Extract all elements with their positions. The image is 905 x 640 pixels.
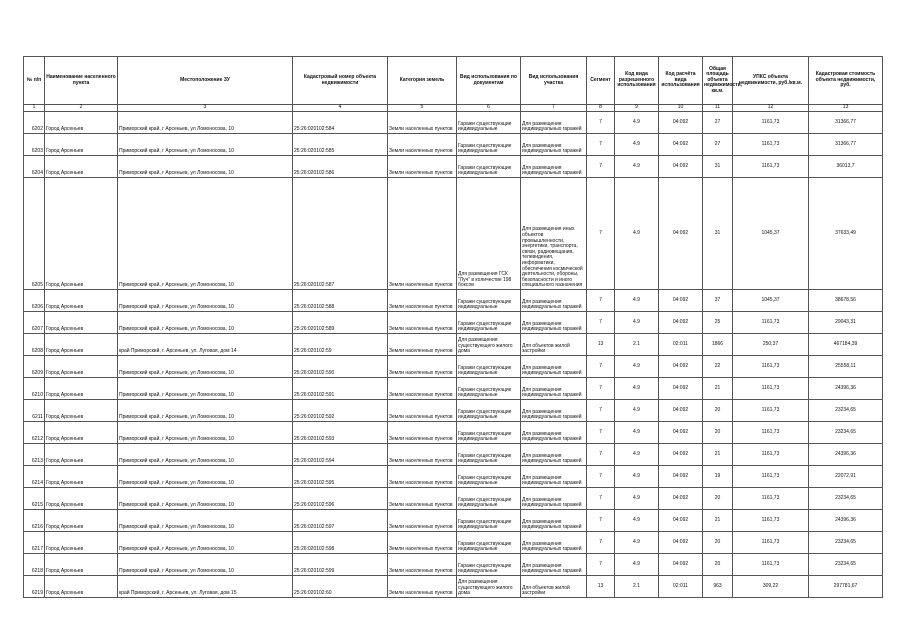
table-row (24, 334, 883, 356)
row-number: 6205 (24, 178, 45, 290)
cadastral-number-cell: 25:26:020102:587 (293, 178, 388, 290)
town-cell: Город Арсеньев (45, 312, 118, 334)
use-code-cell: 4.9 (615, 178, 659, 290)
column-number: 11 (703, 105, 733, 112)
plot-use-cell: Для размещения индивидуальных гаражей (521, 400, 587, 422)
header-cell: Местоположение ЗУ (118, 57, 293, 105)
use-code-cell: 4.9 (615, 112, 659, 134)
calc-code-cell: 02:011 (659, 576, 703, 598)
calc-code-cell: 02:011 (659, 334, 703, 356)
column-number: 5 (388, 105, 457, 112)
town-cell: Город Арсеньев (45, 554, 118, 576)
header-cell: Наименование населенного пункта (45, 57, 118, 105)
table-row (24, 134, 883, 156)
location-cell: Приморский край, г Арсеньев, ул Ломоносова, 10 (118, 356, 293, 378)
table-row (24, 576, 883, 598)
use-code-cell: 4.9 (615, 444, 659, 466)
land-category-cell: Земли населенных пунктов (388, 312, 457, 334)
calc-code-cell: 04:092 (659, 134, 703, 156)
row-number: 6202 (24, 112, 45, 134)
doc-use-cell: Для размещения ГСК "Луч" в количестве 198 боксов (457, 178, 521, 290)
use-code-cell: 4.9 (615, 488, 659, 510)
use-code-cell: 4.9 (615, 422, 659, 444)
use-code-cell: 4.9 (615, 378, 659, 400)
segment-cell: 7 (587, 554, 615, 576)
cadastral-number-cell: 25:26:020102:597 (293, 510, 388, 532)
row-number: 6213 (24, 444, 45, 466)
use-code-cell: 4.9 (615, 356, 659, 378)
cadastral-number-cell: 25:26:020102:586 (293, 156, 388, 178)
area-cell: 20 (703, 554, 733, 576)
doc-use-cell: Гаражи существующие индивидуальные (457, 312, 521, 334)
row-number: 6210 (24, 378, 45, 400)
row-number: 6219 (24, 576, 45, 598)
town-cell: Город Арсеньев (45, 576, 118, 598)
town-cell: Город Арсеньев (45, 400, 118, 422)
doc-use-cell: Гаражи существующие индивидуальные (457, 510, 521, 532)
doc-use-cell: Гаражи существующие индивидуальные (457, 532, 521, 554)
upks-cell: 1161,73 (733, 422, 809, 444)
upks-cell: 250,37 (733, 334, 809, 356)
calc-code-cell: 04:092 (659, 400, 703, 422)
plot-use-cell: Для объектов жилой застройки (521, 334, 587, 356)
land-category-cell: Земли населенных пунктов (388, 378, 457, 400)
plot-use-cell: Для размещения иных объектов промышленности, энергетики, транспорта, связи, радиовещания, телевидения, информатики, обеспечения космической деятельности, обороны, безопасности и иного специального назначения (521, 178, 587, 290)
upks-cell: 1045,37 (733, 178, 809, 290)
town-cell: Город Арсеньев (45, 510, 118, 532)
use-code-cell: 2.1 (615, 334, 659, 356)
location-cell: край Приморский, г. Арсеньев, ул. Луговая, дом 14 (118, 334, 293, 356)
row-number: 6214 (24, 466, 45, 488)
upks-cell: 1161,73 (733, 400, 809, 422)
doc-use-cell: Гаражи существующие индивидуальные (457, 488, 521, 510)
use-code-cell: 4.9 (615, 290, 659, 312)
header-cell: Кадастровая стоимость объекта недвижимости, руб. (809, 57, 883, 105)
land-category-cell: Земли населенных пунктов (388, 532, 457, 554)
plot-use-cell: Для размещения индивидуальных гаражей (521, 134, 587, 156)
town-cell: Город Арсеньев (45, 134, 118, 156)
cost-cell: 23234,65 (809, 554, 883, 576)
plot-use-cell: Для размещения индивидуальных гаражей (521, 422, 587, 444)
segment-cell: 7 (587, 422, 615, 444)
table-row (24, 378, 883, 400)
land-category-cell: Земли населенных пунктов (388, 134, 457, 156)
area-cell: 1866 (703, 334, 733, 356)
calc-code-cell: 04:092 (659, 112, 703, 134)
segment-cell: 7 (587, 532, 615, 554)
header-cell: Вид использования участка (521, 57, 587, 105)
calc-code-cell: 04:092 (659, 422, 703, 444)
area-cell: 27 (703, 134, 733, 156)
header-cell: УПКС объекта недвижимости, руб./кв.м. (733, 57, 809, 105)
table-row (24, 532, 883, 554)
town-cell: Город Арсеньев (45, 532, 118, 554)
table-row (24, 400, 883, 422)
doc-use-cell: Гаражи существующие индивидуальные (457, 378, 521, 400)
cadastral-number-cell: 25:26:020102:584 (293, 112, 388, 134)
town-cell: Город Арсеньев (45, 466, 118, 488)
upks-cell: 309,22 (733, 576, 809, 598)
table-row (24, 156, 883, 178)
cost-cell: 38678,56 (809, 290, 883, 312)
header-cell: Кадастровый номер объекта недвижимости (293, 57, 388, 105)
cadastral-number-cell: 25:26:020102:594 (293, 444, 388, 466)
table-row (24, 444, 883, 466)
doc-use-cell: Для размещения существующего жилого дома (457, 576, 521, 598)
plot-use-cell: Для размещения индивидуальных гаражей (521, 554, 587, 576)
calc-code-cell: 04:092 (659, 356, 703, 378)
cost-cell: 23234,65 (809, 400, 883, 422)
use-code-cell: 4.9 (615, 466, 659, 488)
upks-cell: 1161,73 (733, 112, 809, 134)
calc-code-cell: 04:092 (659, 488, 703, 510)
upks-cell: 1161,73 (733, 510, 809, 532)
doc-use-cell: Гаражи существующие индивидуальные (457, 156, 521, 178)
plot-use-cell: Для размещения индивидуальных гаражей (521, 378, 587, 400)
use-code-cell: 4.9 (615, 510, 659, 532)
segment-cell: 7 (587, 378, 615, 400)
doc-use-cell: Гаражи существующие индивидуальные (457, 400, 521, 422)
row-number: 6204 (24, 156, 45, 178)
location-cell: Приморский край, г Арсеньев, ул Ломоносова, 10 (118, 178, 293, 290)
cadastral-number-cell: 25:26:020102:60 (293, 576, 388, 598)
location-cell: Приморский край, г Арсеньев, ул Ломоносова, 10 (118, 312, 293, 334)
doc-use-cell: Гаражи существующие индивидуальные (457, 422, 521, 444)
location-cell: Приморский край, г Арсеньев, ул Ломоносова, 10 (118, 422, 293, 444)
plot-use-cell: Для размещения индивидуальных гаражей (521, 156, 587, 178)
segment-cell: 13 (587, 576, 615, 598)
row-number: 6217 (24, 532, 45, 554)
area-cell: 20 (703, 532, 733, 554)
cost-cell: 29043,31 (809, 312, 883, 334)
town-cell: Город Арсеньев (45, 356, 118, 378)
doc-use-cell: Гаражи существующие индивидуальные (457, 134, 521, 156)
plot-use-cell: Для размещения индивидуальных гаражей (521, 532, 587, 554)
land-category-cell: Земли населенных пунктов (388, 400, 457, 422)
row-number: 6212 (24, 422, 45, 444)
town-cell: Город Арсеньев (45, 488, 118, 510)
area-cell: 20 (703, 422, 733, 444)
cadastral-number-cell: 25:26:020102:595 (293, 466, 388, 488)
column-number: 3 (118, 105, 293, 112)
location-cell: Приморский край, г Арсеньев, ул Ломоносова, 10 (118, 532, 293, 554)
segment-cell: 13 (587, 334, 615, 356)
area-cell: 37 (703, 290, 733, 312)
row-number: 6208 (24, 334, 45, 356)
land-category-cell: Земли населенных пунктов (388, 510, 457, 532)
table-row (24, 178, 883, 290)
header-cell: Вид использования по документам (457, 57, 521, 105)
header-cell: Код расчёта вида использования (659, 57, 703, 105)
town-cell: Город Арсеньев (45, 444, 118, 466)
row-number: 6207 (24, 312, 45, 334)
location-cell: Приморский край, г Арсеньев, ул Ломоносова, 10 (118, 488, 293, 510)
area-cell: 19 (703, 466, 733, 488)
segment-cell: 7 (587, 488, 615, 510)
plot-use-cell: Для объектов жилой застройки (521, 576, 587, 598)
cadastral-sheet (23, 56, 882, 598)
location-cell: Приморский край, г Арсеньев, ул Ломоносова, 10 (118, 290, 293, 312)
header-cell: Код вида разрешенного использования (615, 57, 659, 105)
segment-cell: 7 (587, 290, 615, 312)
doc-use-cell: Гаражи существующие индивидуальные (457, 356, 521, 378)
land-category-cell: Земли населенных пунктов (388, 356, 457, 378)
cadastral-number-cell: 25:26:020102:599 (293, 554, 388, 576)
location-cell: край Приморский, г. Арсеньев, ул. Луговая, дом 15 (118, 576, 293, 598)
area-cell: 963 (703, 576, 733, 598)
segment-cell: 7 (587, 444, 615, 466)
calc-code-cell: 04:092 (659, 510, 703, 532)
column-number: 10 (659, 105, 703, 112)
location-cell: Приморский край, г Арсеньев, ул Ломоносова, 10 (118, 134, 293, 156)
location-cell: Приморский край, г Арсеньев, ул Ломоносова, 10 (118, 156, 293, 178)
land-category-cell: Земли населенных пунктов (388, 290, 457, 312)
use-code-cell: 4.9 (615, 312, 659, 334)
land-category-cell: Земли населенных пунктов (388, 466, 457, 488)
use-code-cell: 4.9 (615, 134, 659, 156)
area-cell: 31 (703, 156, 733, 178)
calc-code-cell: 04:092 (659, 290, 703, 312)
calc-code-cell: 04:092 (659, 378, 703, 400)
cost-cell: 23234,65 (809, 488, 883, 510)
column-number: 9 (615, 105, 659, 112)
land-category-cell: Земли населенных пунктов (388, 422, 457, 444)
column-number: 7 (521, 105, 587, 112)
town-cell: Город Арсеньев (45, 334, 118, 356)
doc-use-cell: Гаражи существующие индивидуальные (457, 466, 521, 488)
upks-cell: 1161,73 (733, 134, 809, 156)
cadastral-table (23, 56, 883, 598)
use-code-cell: 4.9 (615, 156, 659, 178)
column-number: 12 (733, 105, 809, 112)
row-number: 6218 (24, 554, 45, 576)
use-code-cell: 4.9 (615, 554, 659, 576)
column-number: 8 (587, 105, 615, 112)
area-cell: 27 (703, 112, 733, 134)
segment-cell: 7 (587, 312, 615, 334)
doc-use-cell: Гаражи существующие индивидуальные (457, 444, 521, 466)
calc-code-cell: 04:092 (659, 554, 703, 576)
table-row (24, 554, 883, 576)
row-number: 6203 (24, 134, 45, 156)
cadastral-number-cell: 25:26:020102:591 (293, 378, 388, 400)
upks-cell: 1161,73 (733, 444, 809, 466)
location-cell: Приморский край, г Арсеньев, ул Ломоносова, 10 (118, 400, 293, 422)
land-category-cell: Земли населенных пунктов (388, 112, 457, 134)
doc-use-cell: Гаражи существующие индивидуальные (457, 112, 521, 134)
column-number: 1 (24, 105, 45, 112)
table-row (24, 510, 883, 532)
location-cell: Приморский край, г Арсеньев, ул Ломоносова, 10 (118, 554, 293, 576)
cost-cell: 24396,36 (809, 378, 883, 400)
cadastral-number-cell: 25:26:020102:596 (293, 488, 388, 510)
cost-cell: 22072,91 (809, 466, 883, 488)
upks-cell: 1161,73 (733, 532, 809, 554)
header-cell: Сегмент (587, 57, 615, 105)
cadastral-number-cell: 25:26:020102:598 (293, 532, 388, 554)
calc-code-cell: 04:092 (659, 156, 703, 178)
segment-cell: 7 (587, 400, 615, 422)
doc-use-cell: Гаражи существующие индивидуальные (457, 554, 521, 576)
table-row (24, 466, 883, 488)
row-number: 6206 (24, 290, 45, 312)
use-code-cell: 4.9 (615, 532, 659, 554)
land-category-cell: Земли населенных пунктов (388, 554, 457, 576)
location-cell: Приморский край, г Арсеньев, ул Ломоносова, 10 (118, 444, 293, 466)
plot-use-cell: Для размещения индивидуальных гаражей (521, 312, 587, 334)
use-code-cell: 2.1 (615, 576, 659, 598)
table-row (24, 112, 883, 134)
upks-cell: 1161,73 (733, 156, 809, 178)
town-cell: Город Арсеньев (45, 156, 118, 178)
town-cell: Город Арсеньев (45, 378, 118, 400)
doc-use-cell: Для размещения существующего жилого дома (457, 334, 521, 356)
cadastral-number-cell: 25:26:020102:588 (293, 290, 388, 312)
column-number-row (24, 105, 883, 112)
segment-cell: 7 (587, 178, 615, 290)
table-row (24, 312, 883, 334)
plot-use-cell: Для размещения индивидуальных гаражей (521, 488, 587, 510)
cost-cell: 23234,65 (809, 422, 883, 444)
header-cell: Категория земель (388, 57, 457, 105)
segment-cell: 7 (587, 134, 615, 156)
town-cell: Город Арсеньев (45, 178, 118, 290)
calc-code-cell: 04:092 (659, 466, 703, 488)
town-cell: Город Арсеньев (45, 290, 118, 312)
cost-cell: 31366,77 (809, 134, 883, 156)
cost-cell: 24396,36 (809, 510, 883, 532)
calc-code-cell: 04:092 (659, 532, 703, 554)
table-row (24, 290, 883, 312)
cadastral-number-cell: 25:26:020102:590 (293, 356, 388, 378)
segment-cell: 7 (587, 156, 615, 178)
cost-cell: 36013,7 (809, 156, 883, 178)
plot-use-cell: Для размещения индивидуальных гаражей (521, 510, 587, 532)
upks-cell: 1161,73 (733, 466, 809, 488)
column-number: 13 (809, 105, 883, 112)
doc-use-cell: Гаражи существующие индивидуальные (457, 290, 521, 312)
header-cell: № п/п (24, 57, 45, 105)
land-category-cell: Земли населенных пунктов (388, 576, 457, 598)
plot-use-cell: Для размещения индивидуальных гаражей (521, 466, 587, 488)
area-cell: 21 (703, 444, 733, 466)
area-cell: 25 (703, 312, 733, 334)
land-category-cell: Земли населенных пунктов (388, 178, 457, 290)
land-category-cell: Земли населенных пунктов (388, 444, 457, 466)
town-cell: Город Арсеньев (45, 422, 118, 444)
column-number: 2 (45, 105, 118, 112)
town-cell: Город Арсеньев (45, 112, 118, 134)
plot-use-cell: Для размещения индивидуальных гаражей (521, 112, 587, 134)
cost-cell: 25558,11 (809, 356, 883, 378)
column-number: 4 (293, 105, 388, 112)
cost-cell: 467184,39 (809, 334, 883, 356)
upks-cell: 1161,73 (733, 554, 809, 576)
header-cell: Общая площадь объекта недвижимости, кв.м. (703, 57, 733, 105)
segment-cell: 7 (587, 466, 615, 488)
table-row (24, 356, 883, 378)
area-cell: 21 (703, 510, 733, 532)
location-cell: Приморский край, г Арсеньев, ул Ломоносова, 10 (118, 378, 293, 400)
area-cell: 22 (703, 356, 733, 378)
location-cell: Приморский край, г Арсеньев, ул Ломоносова, 10 (118, 112, 293, 134)
cadastral-number-cell: 25:26:020102:592 (293, 400, 388, 422)
calc-code-cell: 04:092 (659, 312, 703, 334)
segment-cell: 7 (587, 356, 615, 378)
cadastral-number-cell: 25:26:020102:585 (293, 134, 388, 156)
area-cell: 20 (703, 488, 733, 510)
row-number: 6209 (24, 356, 45, 378)
area-cell: 21 (703, 378, 733, 400)
table-row (24, 488, 883, 510)
location-cell: Приморский край, г Арсеньев, ул Ломоносова, 10 (118, 466, 293, 488)
column-number: 6 (457, 105, 521, 112)
table-row (24, 422, 883, 444)
upks-cell: 1161,73 (733, 378, 809, 400)
table-body (24, 112, 883, 598)
plot-use-cell: Для размещения индивидуальных гаражей (521, 356, 587, 378)
cadastral-number-cell: 25:26:020102:59 (293, 334, 388, 356)
upks-cell: 1045,37 (733, 290, 809, 312)
location-cell: Приморский край, г Арсеньев, ул Ломоносова, 10 (118, 510, 293, 532)
segment-cell: 7 (587, 112, 615, 134)
cadastral-number-cell: 25:26:020102:589 (293, 312, 388, 334)
use-code-cell: 4.9 (615, 400, 659, 422)
upks-cell: 1161,73 (733, 488, 809, 510)
cadastral-number-cell: 25:26:020102:593 (293, 422, 388, 444)
land-category-cell: Земли населенных пунктов (388, 488, 457, 510)
plot-use-cell: Для размещения индивидуальных гаражей (521, 444, 587, 466)
upks-cell: 1161,73 (733, 356, 809, 378)
row-number: 6216 (24, 510, 45, 532)
segment-cell: 7 (587, 510, 615, 532)
cost-cell: 23234,65 (809, 532, 883, 554)
cost-cell: 297781,67 (809, 576, 883, 598)
plot-use-cell: Для размещения индивидуальных гаражей (521, 290, 587, 312)
cost-cell: 31366,77 (809, 112, 883, 134)
calc-code-cell: 04:092 (659, 444, 703, 466)
land-category-cell: Земли населенных пунктов (388, 334, 457, 356)
calc-code-cell: 04:092 (659, 178, 703, 290)
cost-cell: 24396,36 (809, 444, 883, 466)
land-category-cell: Земли населенных пунктов (388, 156, 457, 178)
row-number: 6211 (24, 400, 45, 422)
cost-cell: 37633,49 (809, 178, 883, 290)
area-cell: 20 (703, 400, 733, 422)
row-number: 6215 (24, 488, 45, 510)
header-row (24, 57, 883, 105)
area-cell: 31 (703, 178, 733, 290)
upks-cell: 1161,73 (733, 312, 809, 334)
